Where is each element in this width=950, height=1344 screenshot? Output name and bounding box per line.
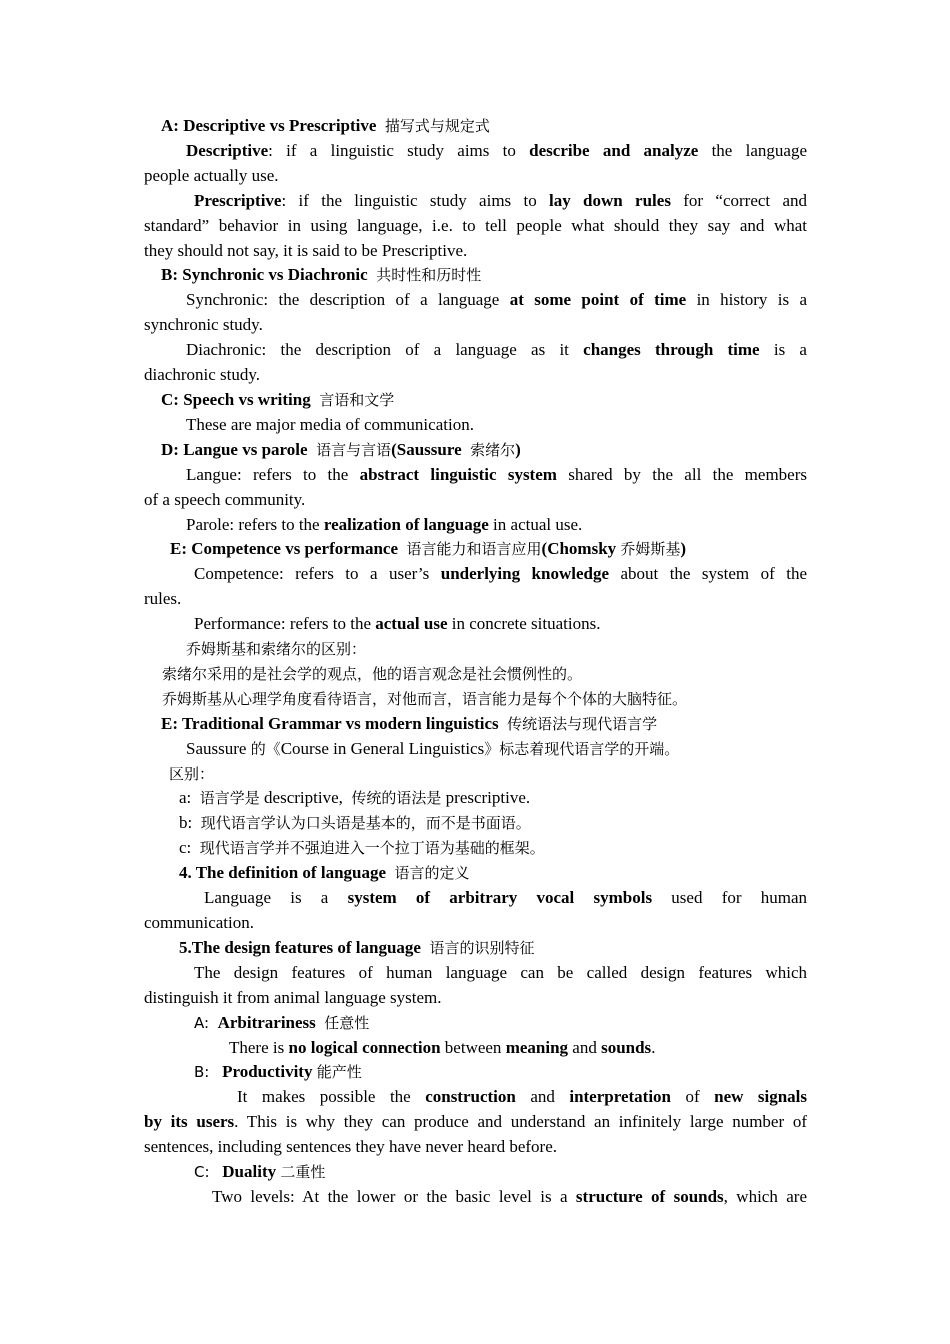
synchronic-line-2: synchronic study. (144, 315, 263, 335)
diachronic-line-2: diachronic study. (144, 365, 260, 385)
feature-c-line-1: Two levels: At the lower or the basic level is a structure of sounds, which are (212, 1186, 807, 1206)
langue-line-2: of a speech community. (144, 489, 306, 509)
traditional-modern-diff-c: c: 现代语言学并不强迫进入一个拉丁语为基础的框架。 (179, 838, 545, 858)
section-heading-5: 5.The design features of language 语言的识别特征 (179, 937, 535, 957)
feature-b-line-1: It makes possible the construction and interpretation of new signals (237, 1087, 808, 1107)
chomsky-saussure-diff-line-2: 乔姆斯基从心理学角度看待语言，对他而言，语言能力是每个个体的大脑特征。 (162, 689, 688, 708)
section-heading-4: 4. The definition of language 语言的定义 (179, 863, 470, 883)
prescriptive-line-1: Prescriptive: if the linguistic study aims to lay down rules for “correct and (194, 190, 807, 210)
synchronic-line-1: Synchronic: the description of a language at some point of time in history is a (186, 290, 807, 310)
definition-line-2: communication. (144, 913, 255, 932)
feature-b-heading: B: Productivity 能产性 (194, 1062, 362, 1082)
design-features-line-2: distinguish it from animal language system. (144, 987, 442, 1007)
competence-line-2: rules. (144, 589, 182, 609)
parole-line: Parole: refers to the realization of language in actual use. (186, 514, 583, 534)
document-page (144, 114, 807, 1210)
prescriptive-line-3: they should not say, it is said to be Prescriptive. (144, 240, 468, 260)
diachronic-line-1: Diachronic: the description of a language as it changes through time is a (186, 340, 807, 360)
feature-c-heading: C: Duality 二重性 (194, 1162, 326, 1182)
traditional-modern-diff-a: a: 语言学是 descriptive, 传统的语法是 prescriptive. (179, 788, 531, 808)
section-heading-d: D: Langue vs parole 语言与言语(Saussure 索绪尔) (161, 439, 521, 459)
definition-line-1: Language is a system of arbitrary vocal symbols used for human (204, 888, 808, 908)
descriptive-line-1: Descriptive: if a linguistic study aims to describe and analyze the language (186, 140, 807, 160)
feature-a-text: There is no logical connection between meaning and sounds. (229, 1037, 656, 1057)
section-heading-a: A: Descriptive vs Prescriptive 描写式与规定式 (161, 116, 490, 135)
chomsky-saussure-diff-line-1: 索绪尔采用的是社会学的观点，他的语言观念是社会惯例性的。 (162, 664, 583, 683)
section-heading-c: C: Speech vs writing 言语和文学 (161, 389, 395, 409)
feature-b-line-3: sentences, including sentences they have never heard before. (144, 1137, 558, 1157)
speech-writing-text: These are major media of communication. (186, 414, 474, 434)
section-heading-b: B: Synchronic vs Diachronic 共时性和历时性 (161, 265, 482, 285)
section-heading-e1: E: Competence vs performance 语言能力和语言应用(Chomsky 乔姆斯基) (170, 539, 687, 559)
feature-a-heading: A: Arbitrariness 任意性 (194, 1012, 370, 1032)
section-heading-e2: E: Traditional Grammar vs modern linguistics 传统语法与现代语言学 (161, 713, 658, 733)
competence-line-1: Competence: refers to a user’s underlying knowledge about the system of the (194, 564, 807, 584)
prescriptive-line-2: standard” behavior in using language, i.e. to tell people what should they say and what (144, 215, 807, 235)
saussure-course-line: Saussure 的《Course in General Linguistics》标志着现代语言学的开端。 (186, 738, 680, 758)
feature-b-line-2: by its users. This is why they can produce and understand an infinitely large number of (144, 1112, 808, 1132)
chomsky-saussure-diff-heading: 乔姆斯基和索绪尔的区别： (186, 640, 367, 659)
traditional-modern-diff-heading: 区别： (169, 764, 215, 783)
langue-line-1: Langue: refers to the abstract linguistic system shared by the all the members (186, 464, 807, 484)
traditional-modern-diff-b: b: 现代语言学认为口头语是基本的，而不是书面语。 (179, 813, 531, 833)
descriptive-line-2: people actually use. (144, 165, 279, 185)
design-features-line-1: The design features of human language can be called design features which (194, 962, 807, 982)
performance-line: Performance: refers to the actual use in concrete situations. (194, 614, 601, 634)
